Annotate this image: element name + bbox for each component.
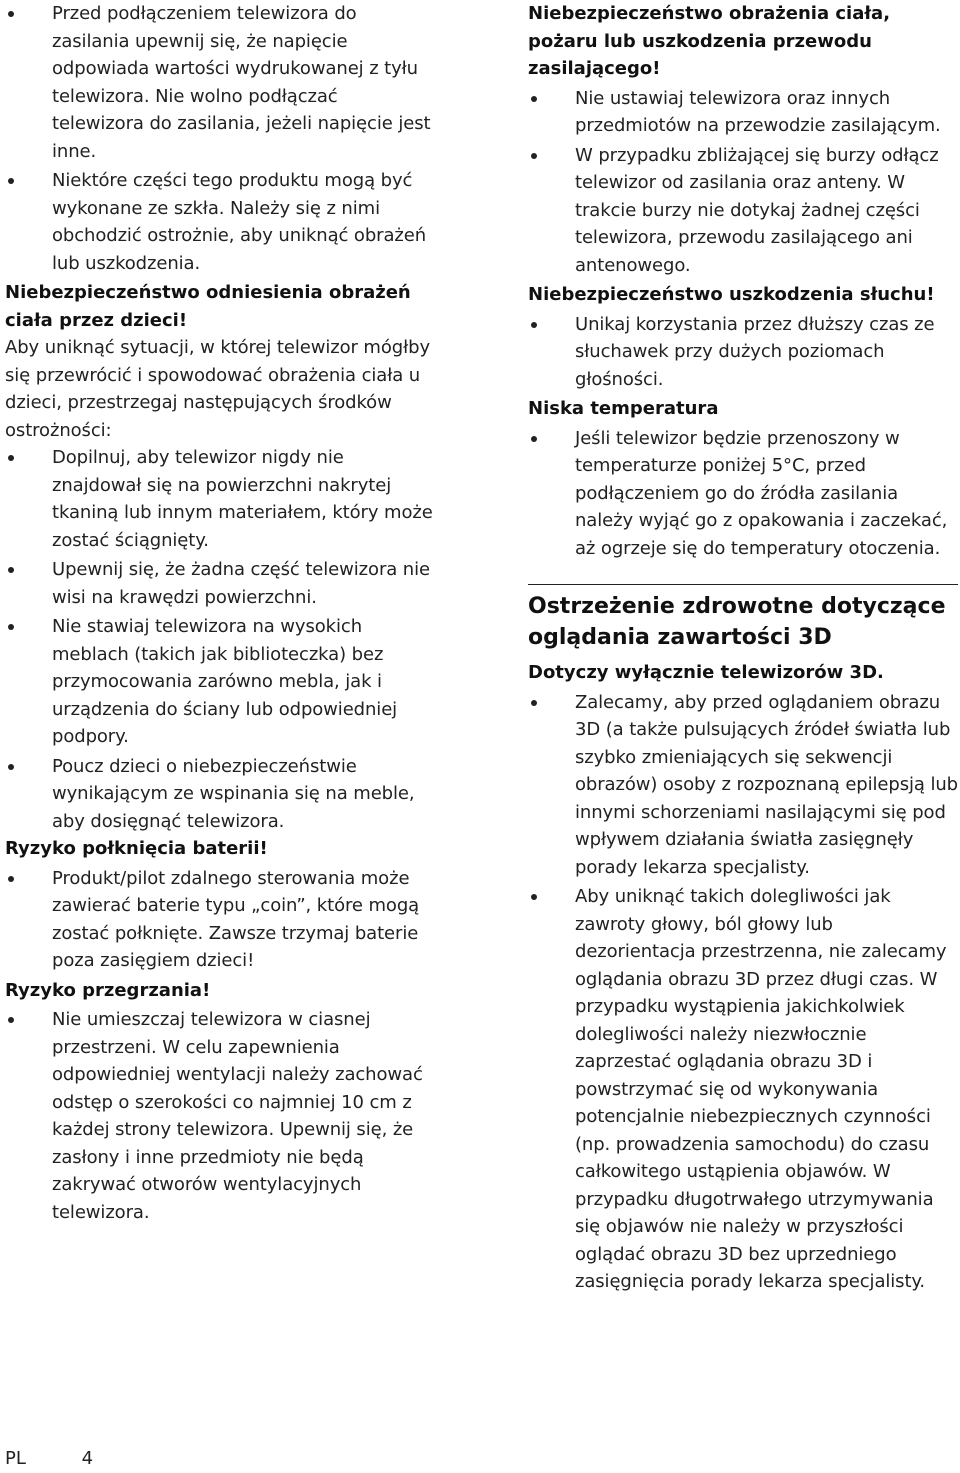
list-item: Przed podłączeniem telewizora do zasilania upewnij się, że napięcie odpowiada wartości wydrukowanej z tyłu telewizora. Nie wolno podłączać telewizora do zasilania, jeżeli napięcie jest inne. (5, 0, 435, 165)
footer-page-number: 4 (81, 1448, 94, 1469)
hearing-warning-heading: Niebezpieczeństwo uszkodzenia słuchu! (528, 284, 935, 305)
power-cable-warning-heading: Niebezpieczeństwo obrażenia ciała, pożaru lub uszkodzenia przewodu zasilającego! (528, 3, 891, 79)
battery-warning-heading: Ryzyko połknięcia baterii! (5, 838, 268, 859)
list-item: Aby uniknąć takich dolegliwości jak zawroty głowy, ból głowy lub dezorientacja przestrzenna, nie zalecamy oglądania obrazu 3D przez długi czas. W przypadku wystąpienia jakichkolwiek dolegliwości należy niezwłocznie zaprzestać oglądania obrazu 3D i powstrzymać się od wykonywania potencjalnie niebezpiecznych czynności (np. prowadzenia samochodu) do czasu całkowitego ustąpienia objawów. W przypadku długotrwałego utrzymywania się objawów nie należy w przyszłości oglądać obrazu 3D bez uprzedniego zasięgnięcia porady lekarza specjalisty. (528, 883, 958, 1296)
list-item: W przypadku zbliżającej się burzy odłącz telewizor od zasilania oraz anteny. W trakcie burzy nie dotykaj żadnej części telewizora, przewodu zasilającego ani antenowego. (528, 142, 958, 280)
list-item: Nie umieszczaj telewizora w ciasnej przestrzeni. W celu zapewnienia odpowiedniej wentylacji należy zachować odstęp o szerokości co najmniej 10 cm z każdej strony telewizora. Upewnij się, że zasłony i inne przedmioty nie będą zakrywać otworów wentylacyjnych telewizora. (5, 1006, 435, 1226)
section-title-3d-health: Ostrzeżenie zdrowotne dotyczące oglądania zawartości 3D (528, 584, 958, 653)
list-item: Produkt/pilot zdalnego sterowania może zawierać baterie typu „coin”, które mogą zostać połknięte. Zawsze trzymaj baterie poza zasięgiem dzieci! (5, 865, 435, 975)
page-footer (5, 1448, 93, 1469)
list-item: Nie stawiaj telewizora na wysokich meblach (takich jak biblioteczka) bez przymocowania zarówno mebla, jak i urządzenia do ściany lub odpowiedniej podpory. (5, 613, 435, 751)
list-item: Jeśli telewizor będzie przenoszony w temperaturze poniżej 5°C, przed podłączeniem go do źródła zasilania należy wyjąć go z opakowania i zaczekać, aż ogrzeje się do temperatury otoczenia. (528, 425, 958, 563)
overheat-warning-heading: Ryzyko przegrzania! (5, 979, 211, 1001)
only-3d-heading: Dotyczy wyłącznie telewizorów 3D. (528, 662, 884, 683)
list-item: Dopilnuj, aby telewizor nigdy nie znajdował się na powierzchni nakrytej tkaniną lub innym materiałem, który może zostać ściągnięty. (5, 444, 435, 554)
list-item: Nie ustawiaj telewizora oraz innych przedmiotów na przewodzie zasilającym. (528, 85, 958, 140)
list-item: Poucz dzieci o niebezpieczeństwie wynikającym ze wspinania się na meble, aby dosięgnąć telewizora. (5, 753, 435, 836)
children-warning-heading: Niebezpieczeństwo odniesienia obrażeń ciała przez dzieci! (5, 282, 411, 331)
low-temperature-heading: Niska temperatura (528, 398, 719, 419)
right-column (528, 0, 958, 1296)
list-item: Upewnij się, że żadna część telewizora nie wisi na krawędzi powierzchni. (5, 556, 435, 611)
list-item: Zalecamy, aby przed oglądaniem obrazu 3D (a także pulsujących źródeł światła lub szybko zmieniających się sekwencji obrazów) osoby z rozpoznaną epilepsją lub innymi schorzeniami nasilającymi się pod wpływem działania światła zasięgnęły porady lekarza specjalisty. (528, 689, 958, 882)
left-column (5, 0, 435, 1226)
children-warning-intro: Aby uniknąć sytuacji, w której telewizor mógłby się przewrócić i spowodować obrażenia ciała u dzieci, przestrzegaj następujących środków ostrożności: (5, 337, 430, 441)
footer-language: PL (5, 1448, 26, 1469)
list-item: Niektóre części tego produktu mogą być wykonane ze szkła. Należy się z nimi obchodzić ostrożnie, aby uniknąć obrażeń lub uszkodzenia. (5, 167, 435, 277)
list-item: Unikaj korzystania przez dłuższy czas ze słuchawek przy dużych poziomach głośności. (528, 311, 958, 394)
